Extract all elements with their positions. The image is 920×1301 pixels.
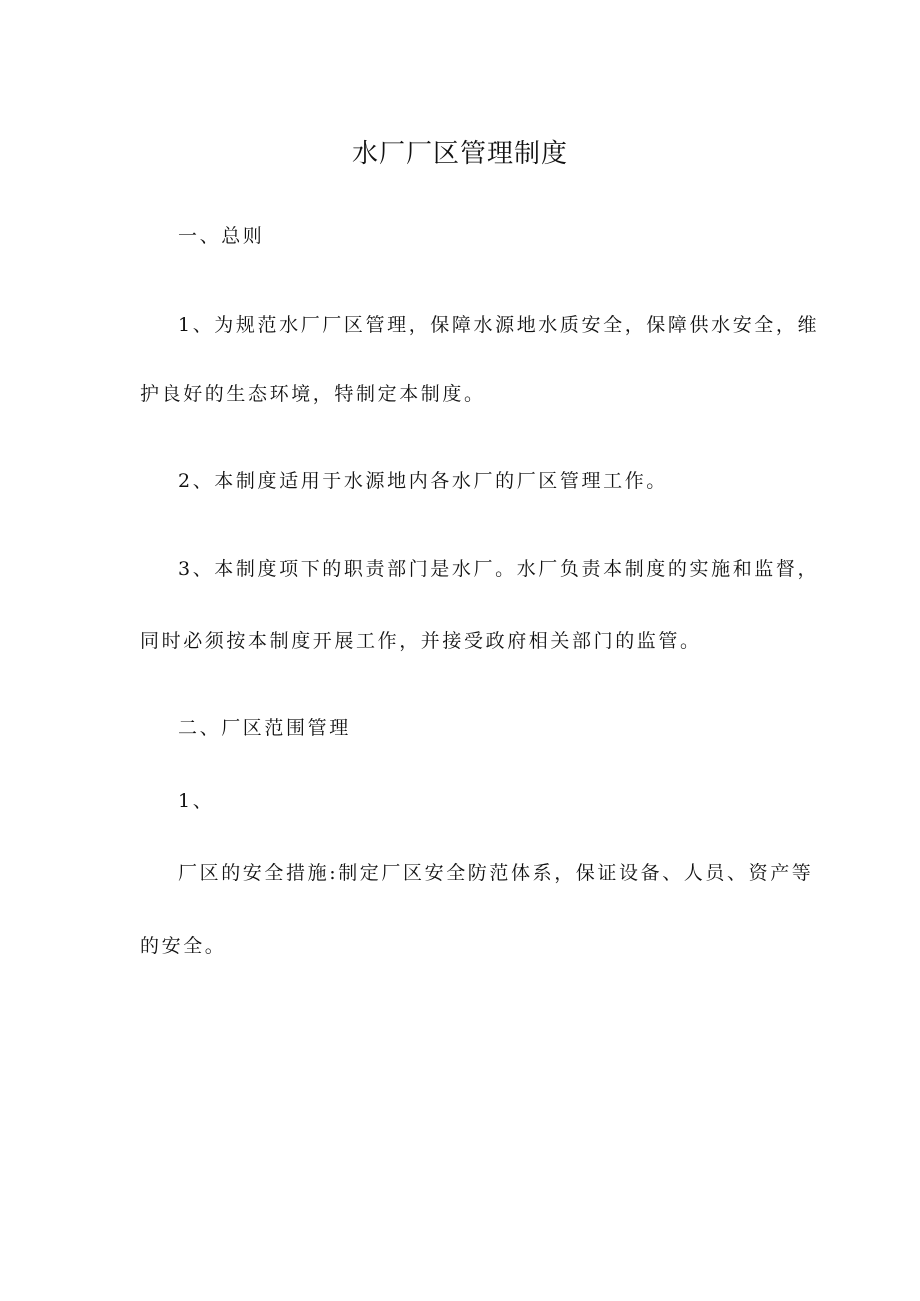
- paragraph-line: 同时必须按本制度开展工作，并接受政府相关部门的监管。: [140, 630, 702, 652]
- paragraph-line: 厂区的安全措施:制定厂区安全防范体系，保证设备、人员、资产等: [178, 862, 814, 884]
- document-title: 水厂厂区管理制度: [351, 139, 568, 169]
- paragraph-line: 护良好的生态环境，特制定本制度。: [140, 383, 486, 405]
- list-item-number: 1、: [178, 790, 215, 812]
- paragraph-line: 3、本制度项下的职责部门是水厂。水厂负责本制度的实施和监督，: [178, 558, 820, 580]
- paragraph-line: 的安全。: [140, 935, 227, 957]
- paragraph-line: 2、本制度适用于水源地内各水厂的厂区管理工作。: [178, 470, 668, 492]
- paragraph-line: 1、为规范水厂厂区管理，保障水源地水质安全，保障供水安全，维: [178, 314, 820, 336]
- section-heading-general: 一、总则: [178, 225, 265, 247]
- section-heading-scope: 二、厂区范围管理: [178, 717, 351, 739]
